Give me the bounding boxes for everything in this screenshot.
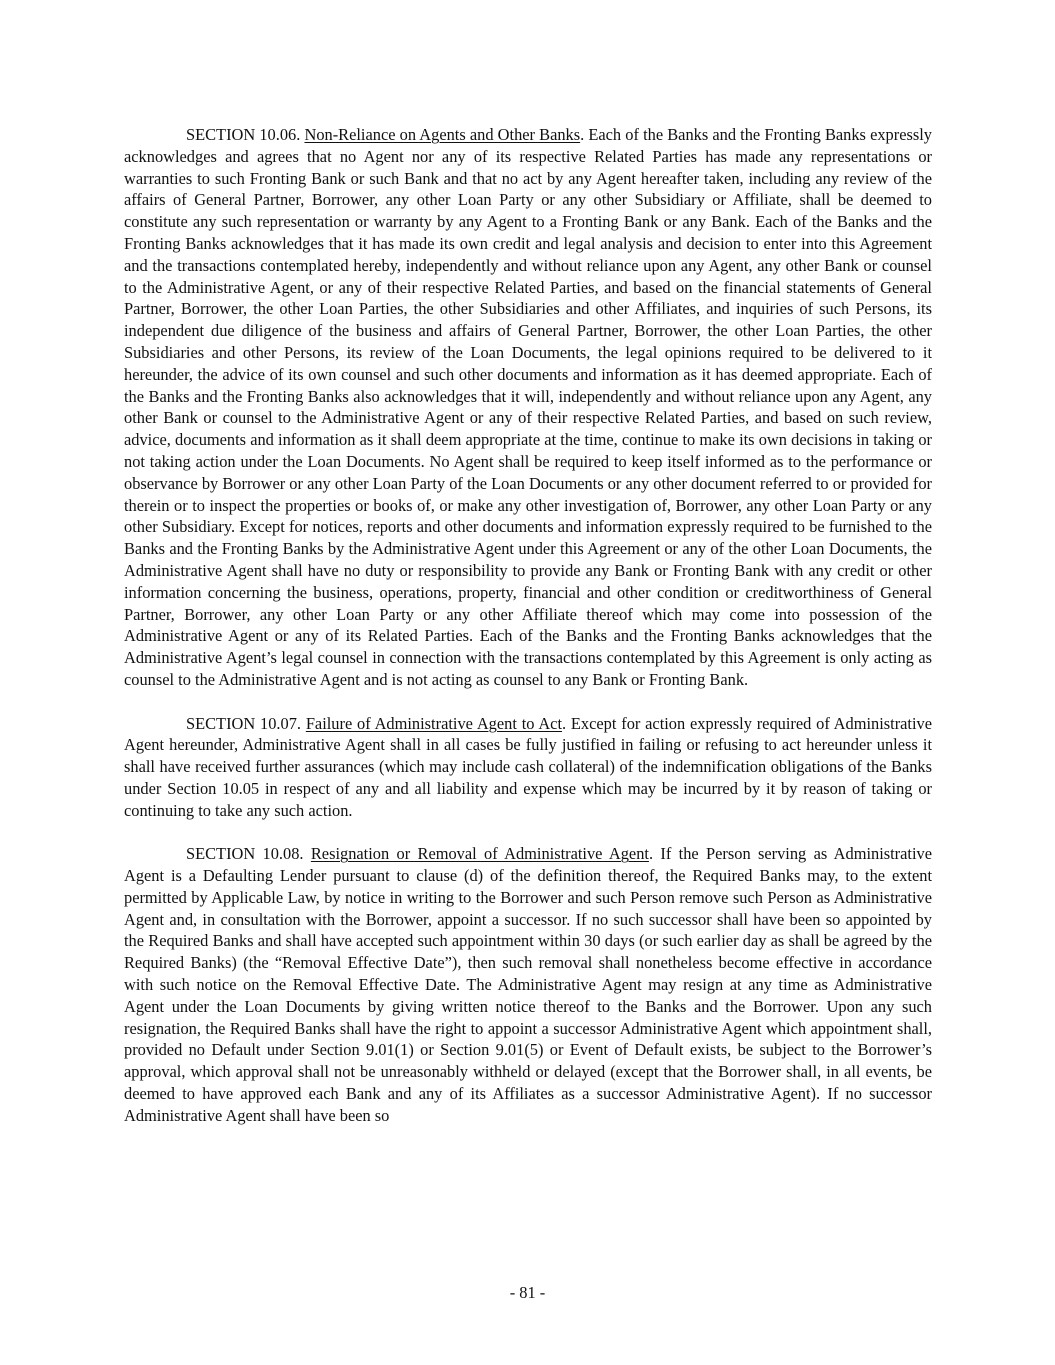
document-page	[124, 124, 932, 1127]
section-title: Failure of Administrative Agent to Act	[305, 713, 563, 733]
section-title: Non-Reliance on Agents and Other Banks	[304, 125, 581, 144]
section-10-06-paragraph	[124, 124, 932, 691]
section-title: Resignation or Removal of Administrative Agent	[310, 844, 649, 864]
section-number: SECTION 10.08.	[186, 844, 304, 864]
page-number: - 81 -	[509, 1283, 546, 1302]
section-number: SECTION 10.07.	[186, 713, 301, 733]
section-number: SECTION 10.06.	[186, 125, 301, 144]
section-10-08-paragraph	[124, 843, 932, 1126]
section-body: . Each of the Banks and the Fronting Banks expressly acknowledges and agrees that no Agent nor any of its respective Related Parties has made any representations or warranties to such Fronting Bank or such Bank and that no act by any Agent hereafter taken, including any review of the affairs of General Partner, Borrower, any other Loan Party or any other Subsidiary or Affiliate, shall be deemed to constitute any such representation or warranty by any Agent to a Fronting Bank or any Bank. Each of the Banks and the Fronting Banks acknowledges that it has made its own credit and legal analysis and decision to enter into this Agreement and the transactions contemplated hereby, independently and without reliance upon any Agent, any other Bank or counsel to the Administrative Agent, or any of their respective Related Parties, and based on the financial statements of General Partner, Borrower, the other Loan Parties, the other Subsidiaries and other Affiliates, and inquiries of such Persons, its independent due diligence of the business and affairs of General Partner, Borrower, the other Loan Parties, the other Subsidiaries and other Persons, its review of the Loan Documents, the legal opinions required to be delivered to it hereunder, the advice of its own counsel and such other documents and information as it has deemed appropriate. Each of the Banks and the Fronting Banks also acknowledges that it will, independently and without reliance upon any Agent, any other Bank or counsel to the Administrative Agent or any of their respective Related Parties, and based on such review, advice, documents and information as it shall deem appropriate at the time, continue to make its own decisions in taking or not taking action under the Loan Documents. No Agent shall be required to keep itself informed as to the performance or observance by Borrower or any other Loan Party of the Loan Documents or any other document referred to or provided for therein or to inspect the properties or books of, or make any other investigation of, Borrower, any other Loan Party or any other Subsidiary. Except for notices, reports and other documents and information expressly required to be furnished to the Banks and the Fronting Banks by the Administrative Agent under this Agreement or any of the other Loan Documents, the Administrative Agent shall have no duty or responsibility to provide any Bank or Fronting Bank with any credit or other information concerning the business, operations, property, financial and other condition or creditworthiness of General Partner, Borrower, any other Loan Party or any other Affiliate thereof which may come into possession of the Administrative Agent or any of its Related Parties. Each of the Banks and the Fronting Banks acknowledges that the Administrative Agent’s legal counsel in connection with the transactions contemplated by this Agreement is only acting as counsel to the Administrative Agent and is not acting as counsel to any Bank or Fronting Bank.	[124, 125, 932, 689]
section-body: . If the Person serving as Administrative Agent is a Defaulting Lender pursuant to clause (d) of the definition thereof, the Required Banks may, to the extent permitted by Applicable Law, by notice in writing to the Borrower and such Person remove such Person as Administrative Agent and, in consultation with the Borrower, appoint a successor. If no such successor shall have been so appointed by the Required Banks and shall have accepted such appointment within 30 days (or such earlier day as shall be agreed by the Required Banks) (the “Removal Effective Date”), then such removal shall nonetheless become effective in accordance with such notice on the Removal Effective Date. The Administrative Agent may resign at any time as Administrative Agent under the Loan Documents by giving written notice thereof to the Banks and the Borrower. Upon any such resignation, the Required Banks shall have the right to appoint a successor Administrative Agent which appointment shall, provided no Default under Section 9.01(1) or Section 9.01(5) or Event of Default exists, be subject to the Borrower’s approval, which approval shall not be unreasonably withheld or delayed (except that the Borrower shall, in all events, be deemed to have approved each Bank and any of its Affiliates as a successor Administrative Agent). If no successor Administrative Agent shall have been so	[124, 844, 932, 1125]
section-body: . Except for action expressly required of Administrative Agent hereunder, Administrative Agent shall in all cases be fully justified in failing or refusing to act hereunder unless it shall have received further assurances (which may include cash collateral) of the indemnification obligations of the Banks under Section 10.05 in respect of any and all liability and expense which may be incurred by it by reason of taking or continuing to take any such action.	[124, 713, 933, 820]
section-10-07-paragraph	[124, 713, 932, 822]
